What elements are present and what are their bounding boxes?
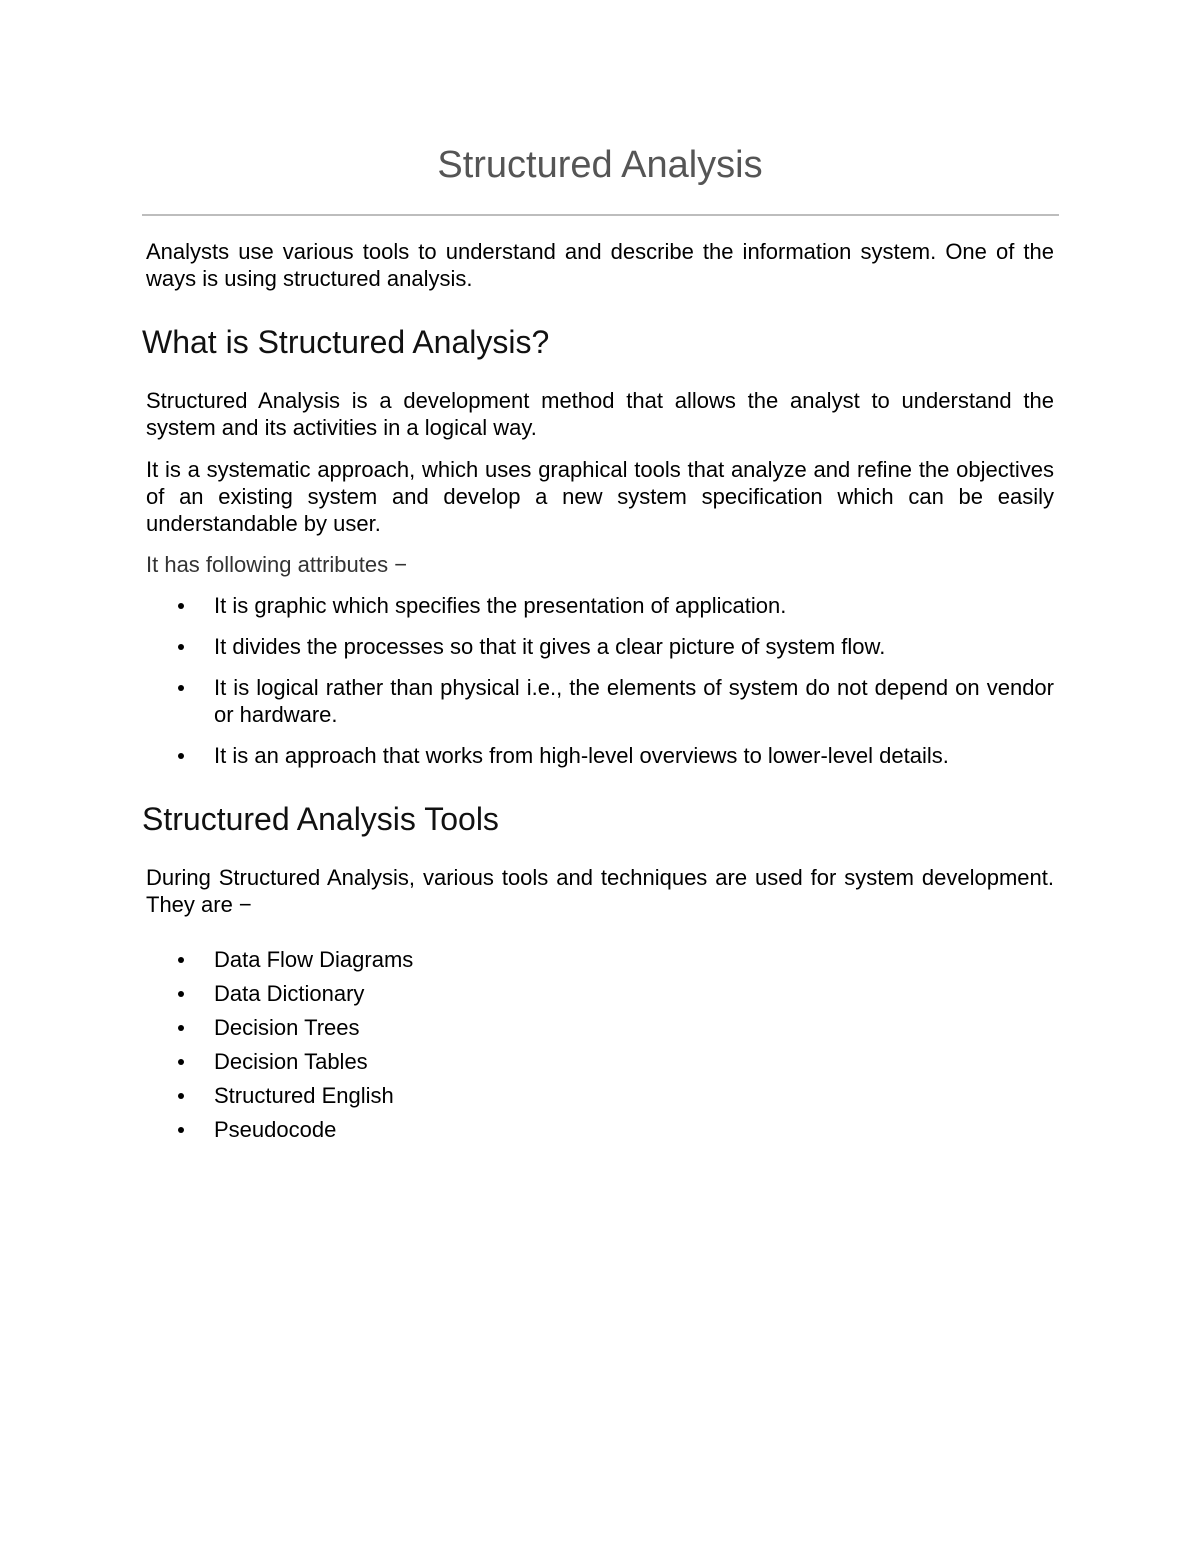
- section-heading-what-is: What is Structured Analysis?: [142, 324, 550, 360]
- list-item: [146, 592, 1054, 619]
- title-divider: [142, 214, 1059, 216]
- attribute-text: It divides the processes so that it gives a clear picture of system flow.: [214, 634, 886, 659]
- list-item: [146, 980, 1054, 1007]
- bullet-icon: [178, 603, 184, 609]
- attributes-list: [146, 592, 1054, 783]
- tool-text: Pseudocode: [214, 1117, 337, 1142]
- tools-intro-paragraph: During Structured Analysis, various tools and techniques are used for system development. They are −: [146, 865, 1054, 917]
- tool-text: Data Dictionary: [214, 981, 365, 1006]
- list-item: [146, 633, 1054, 660]
- bullet-icon: [178, 957, 184, 963]
- tool-text: Data Flow Diagrams: [214, 947, 414, 972]
- bullet-icon: [178, 753, 184, 759]
- attribute-text: It is logical rather than physical i.e., the elements of system do not depend on vendor or hardware.: [214, 675, 1054, 727]
- tools-list: [146, 946, 1054, 1150]
- bullet-icon: [178, 1093, 184, 1099]
- section-heading-tools: Structured Analysis Tools: [142, 801, 499, 837]
- list-item: [146, 1116, 1054, 1143]
- tool-text: Structured English: [214, 1083, 394, 1108]
- attributes-intro: It has following attributes −: [146, 552, 408, 577]
- attribute-text: It is graphic which specifies the presentation of application.: [214, 593, 787, 618]
- intro-paragraph: Analysts use various tools to understand and describe the information system. One of the ways is using structured analysis.: [146, 239, 1054, 291]
- list-item: [146, 1082, 1054, 1109]
- bullet-icon: [178, 1059, 184, 1065]
- list-item: [146, 674, 1054, 728]
- bullet-icon: [178, 1127, 184, 1133]
- approach-paragraph: It is a systematic approach, which uses graphical tools that analyze and refine the objectives of an existing system and develop a new system specification which can be easily understandable by user.: [146, 457, 1054, 536]
- tool-text: Decision Trees: [214, 1015, 360, 1040]
- bullet-icon: [178, 991, 184, 997]
- bullet-icon: [178, 1025, 184, 1031]
- bullet-icon: [178, 685, 184, 691]
- tool-text: Decision Tables: [214, 1049, 368, 1074]
- list-item: [146, 742, 1054, 769]
- definition-paragraph: Structured Analysis is a development method that allows the analyst to understand the system and its activities in a logical way.: [146, 388, 1054, 440]
- list-item: [146, 1014, 1054, 1041]
- list-item: [146, 946, 1054, 973]
- list-item: [146, 1048, 1054, 1075]
- page-title: Structured Analysis: [437, 144, 763, 186]
- bullet-icon: [178, 644, 184, 650]
- attribute-text: It is an approach that works from high-level overviews to lower-level details.: [214, 743, 949, 768]
